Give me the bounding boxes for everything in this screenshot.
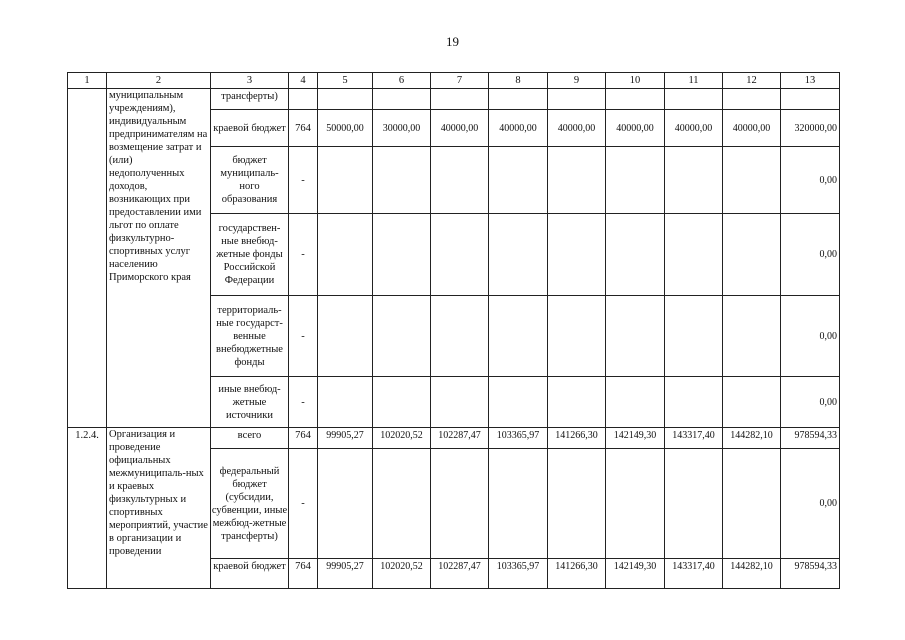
- total-value: 0,00: [781, 377, 840, 428]
- header-cell: 7: [431, 73, 489, 89]
- year-value: 99905,27: [318, 559, 373, 589]
- year-value: [723, 89, 781, 110]
- year-value: 50000,00: [318, 110, 373, 147]
- funding-source: краевой бюджет: [211, 110, 289, 147]
- year-value: [373, 377, 431, 428]
- header-cell: 1: [68, 73, 107, 89]
- budget-code: -: [289, 296, 318, 377]
- year-value: [723, 147, 781, 214]
- year-value: [723, 377, 781, 428]
- year-value: 40000,00: [489, 110, 548, 147]
- funding-source: иные внебюд-жетные источники: [211, 377, 289, 428]
- year-value: [665, 214, 723, 296]
- year-value: [548, 214, 606, 296]
- year-value: [431, 214, 489, 296]
- year-value: [431, 449, 489, 559]
- funding-source: краевой бюджет: [211, 559, 289, 589]
- year-value: [373, 147, 431, 214]
- total-value: 0,00: [781, 296, 840, 377]
- year-value: [665, 89, 723, 110]
- budget-code: [289, 89, 318, 110]
- year-value: [431, 89, 489, 110]
- funding-source: всего: [211, 428, 289, 449]
- year-value: [665, 449, 723, 559]
- budget-code: 764: [289, 559, 318, 589]
- year-value: [318, 214, 373, 296]
- year-value: [723, 214, 781, 296]
- year-value: [548, 89, 606, 110]
- funding-source: федеральный бюджет (субсидии, субвенции, иные межбюд-жетные трансферты): [211, 449, 289, 559]
- year-value: [548, 377, 606, 428]
- year-value: [723, 449, 781, 559]
- year-value: [431, 296, 489, 377]
- header-cell: 3: [211, 73, 289, 89]
- year-value: [606, 214, 665, 296]
- row-number-cell: [68, 89, 107, 428]
- year-value: 103365,97: [489, 559, 548, 589]
- year-value: [489, 147, 548, 214]
- year-value: [723, 296, 781, 377]
- year-value: [318, 89, 373, 110]
- year-value: [548, 296, 606, 377]
- year-value: 142149,30: [606, 428, 665, 449]
- year-value: 30000,00: [373, 110, 431, 147]
- page-number: 19: [446, 34, 459, 49]
- year-value: [606, 449, 665, 559]
- table-row: [68, 428, 840, 449]
- total-value: 978594,33: [781, 559, 840, 589]
- year-value: 141266,30: [548, 428, 606, 449]
- year-value: [431, 377, 489, 428]
- header-cell: 4: [289, 73, 318, 89]
- year-value: 40000,00: [665, 110, 723, 147]
- year-value: [318, 296, 373, 377]
- total-value: 0,00: [781, 147, 840, 214]
- year-value: [489, 377, 548, 428]
- year-value: 102287,47: [431, 428, 489, 449]
- year-value: [606, 296, 665, 377]
- row-number-cell: 1.2.4.: [68, 428, 107, 589]
- header-cell: 5: [318, 73, 373, 89]
- header-cell: 8: [489, 73, 548, 89]
- total-value: 978594,33: [781, 428, 840, 449]
- header-cell: 9: [548, 73, 606, 89]
- year-value: 102020,52: [373, 559, 431, 589]
- budget-code: -: [289, 147, 318, 214]
- year-value: 141266,30: [548, 559, 606, 589]
- year-value: 102287,47: [431, 559, 489, 589]
- year-value: 144282,10: [723, 559, 781, 589]
- year-value: [373, 296, 431, 377]
- year-value: [489, 89, 548, 110]
- table-row: [68, 89, 840, 110]
- year-value: [665, 296, 723, 377]
- budget-code: 764: [289, 110, 318, 147]
- year-value: 40000,00: [548, 110, 606, 147]
- year-value: [489, 214, 548, 296]
- funding-source: территориаль-ные государст-венные внебюджетные фонды: [211, 296, 289, 377]
- year-value: [489, 449, 548, 559]
- budget-table: [67, 72, 840, 589]
- header-cell: 13: [781, 73, 840, 89]
- year-value: [548, 147, 606, 214]
- year-value: [318, 147, 373, 214]
- header-cell: 11: [665, 73, 723, 89]
- year-value: [548, 449, 606, 559]
- total-value: 0,00: [781, 214, 840, 296]
- year-value: [665, 147, 723, 214]
- measure-description: Организация и проведение официальных межмуниципаль-ных и краевых физкультурных и спортивных мероприятий, участие в организации и проведении: [107, 428, 211, 589]
- measure-description: муниципальным учреждениям), индивидуальным предпринимателям на возмещение затрат и (или) недополученных доходов, возникающих при предоставлении ими льгот по оплате физкультурно-спортивных услуг населению Приморского края: [107, 89, 211, 428]
- funding-source: бюджет муниципаль-ного образования: [211, 147, 289, 214]
- year-value: [318, 449, 373, 559]
- year-value: 143317,40: [665, 559, 723, 589]
- year-value: [606, 377, 665, 428]
- year-value: 103365,97: [489, 428, 548, 449]
- header-row: [68, 73, 840, 89]
- year-value: [373, 449, 431, 559]
- total-value: 0,00: [781, 449, 840, 559]
- funding-source: государствен-ные внебюд-жетные фонды Российской Федерации: [211, 214, 289, 296]
- budget-code: -: [289, 377, 318, 428]
- funding-source: трансферты): [211, 89, 289, 110]
- year-value: [606, 147, 665, 214]
- year-value: [373, 89, 431, 110]
- budget-code: 764: [289, 428, 318, 449]
- header-cell: 10: [606, 73, 665, 89]
- header-cell: 6: [373, 73, 431, 89]
- year-value: 143317,40: [665, 428, 723, 449]
- header-cell: 2: [107, 73, 211, 89]
- budget-code: -: [289, 214, 318, 296]
- year-value: 102020,52: [373, 428, 431, 449]
- year-value: [489, 296, 548, 377]
- year-value: 99905,27: [318, 428, 373, 449]
- year-value: 144282,10: [723, 428, 781, 449]
- year-value: 40000,00: [723, 110, 781, 147]
- year-value: 40000,00: [606, 110, 665, 147]
- year-value: 142149,30: [606, 559, 665, 589]
- year-value: [606, 89, 665, 110]
- year-value: [318, 377, 373, 428]
- budget-code: -: [289, 449, 318, 559]
- year-value: 40000,00: [431, 110, 489, 147]
- year-value: [373, 214, 431, 296]
- year-value: [665, 377, 723, 428]
- total-value: [781, 89, 840, 110]
- year-value: [431, 147, 489, 214]
- header-cell: 12: [723, 73, 781, 89]
- total-value: 320000,00: [781, 110, 840, 147]
